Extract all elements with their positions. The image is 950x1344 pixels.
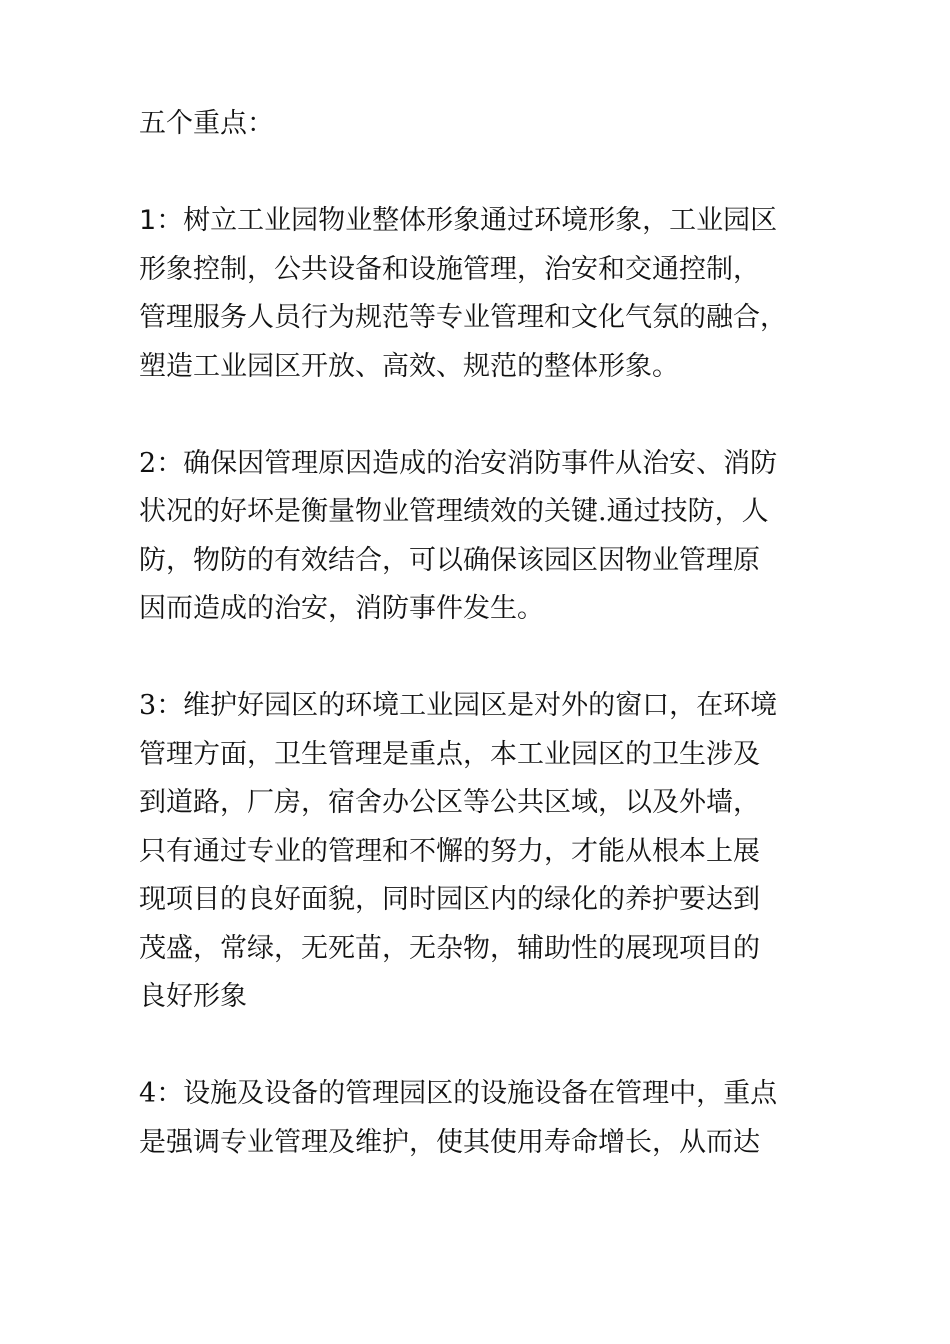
paragraph-number: 2 bbox=[139, 447, 157, 479]
paragraph-text: ：树立工业园物业整体形象通过环境形象，工业园区 bbox=[156, 205, 778, 236]
paragraph-text: ：维护好园区的环境工业园区是对外的窗口，在环境 bbox=[156, 690, 778, 721]
paragraph-line: 状况的好坏是衡量物业管理绩效的关键.通过技防，人 bbox=[139, 496, 769, 527]
paragraph-number: 1 bbox=[139, 205, 157, 236]
paragraph-line: 良好形象 bbox=[139, 981, 247, 1012]
paragraph-line: 管理方面，卫生管理是重点，本工业园区的卫生涉及 bbox=[139, 738, 760, 770]
paragraph-spacer bbox=[139, 391, 819, 440]
paragraph-line: 塑造工业园区开放、高效、规范的整体形象。 bbox=[139, 350, 679, 382]
paragraph-text: ：确保因管理原因造成的治安消防事件从治安、消防 bbox=[156, 447, 778, 479]
paragraph-line: 到道路，厂房，宿舍办公区等公共区域，以及外墙， bbox=[139, 787, 760, 818]
paragraph-line bbox=[139, 197, 819, 246]
paragraph-number: 3 bbox=[139, 690, 157, 721]
paragraph-line bbox=[139, 682, 819, 731]
document-body bbox=[139, 100, 819, 1167]
paragraph-line bbox=[139, 1070, 819, 1119]
paragraph-2 bbox=[139, 440, 819, 634]
paragraph-line: 是强调专业管理及维护，使其使用寿命增长，从而达 bbox=[139, 1126, 760, 1158]
paragraph-spacer bbox=[139, 149, 819, 198]
paragraph-line: 现项目的良好面貌，同时园区内的绿化的养护要达到 bbox=[139, 884, 760, 915]
paragraph-3 bbox=[139, 682, 819, 1022]
paragraph-line: 只有通过专业的管理和不懈的努力，才能从根本上展 bbox=[139, 835, 760, 867]
paragraph-line bbox=[139, 440, 819, 489]
paragraph-4 bbox=[139, 1070, 819, 1167]
paragraph-spacer bbox=[139, 1022, 819, 1071]
paragraph-number: 4 bbox=[139, 1078, 157, 1109]
paragraph-line: 因而造成的治安，消防事件发生。 bbox=[139, 593, 544, 624]
paragraph-line: 管理服务人员行为规范等专业管理和文化气氛的融合， bbox=[139, 302, 787, 333]
paragraph-line: 茂盛，常绿，无死苗，无杂物，辅助性的展现项目的 bbox=[139, 932, 760, 964]
document-heading: 五个重点： bbox=[139, 108, 274, 139]
paragraph-spacer bbox=[139, 634, 819, 683]
paragraph-text: ：设施及设备的管理园区的设施设备在管理中，重点 bbox=[156, 1078, 778, 1109]
paragraph-line: 防，物防的有效结合，可以确保该园区因物业管理原 bbox=[139, 544, 760, 576]
paragraph-1 bbox=[139, 197, 819, 391]
paragraph-line: 形象控制，公共设备和设施管理，治安和交通控制， bbox=[139, 253, 760, 285]
